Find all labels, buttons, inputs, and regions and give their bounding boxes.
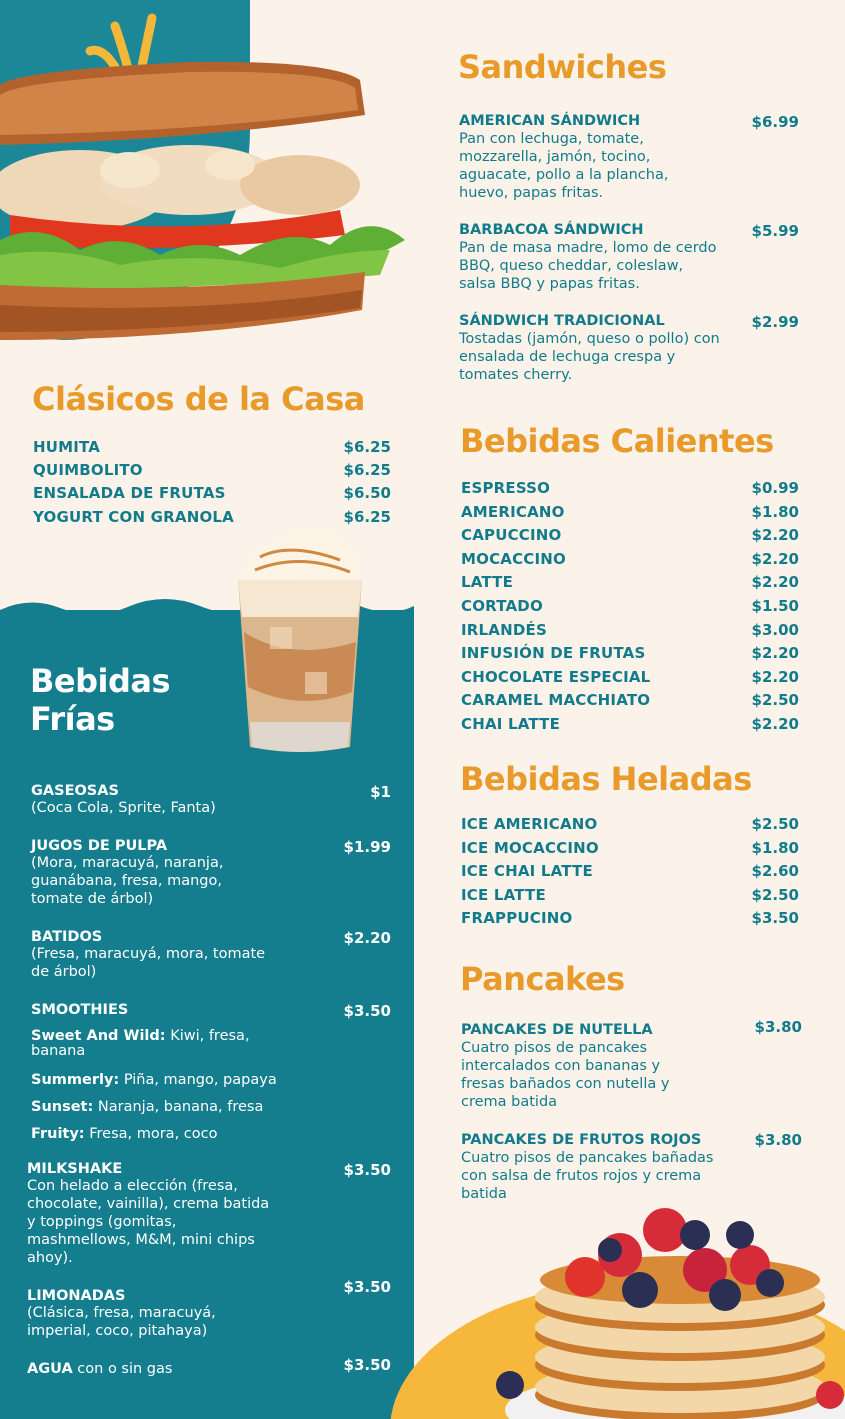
item-name: IRLANDÉS [461,620,547,639]
menu-item[interactable] [461,621,799,639]
item-name: AGUA [27,1361,73,1377]
item-price: $2.99 [751,313,799,331]
menu-item[interactable] [461,668,799,686]
item-desc: Con helado a elección (fresa, chocolate, vainilla), crema batida y toppings (gomitas, mashmellows, M&M, mini chips ahoy). [27,1178,270,1266]
item-price: $6.25 [343,438,391,456]
menu-item[interactable] [459,113,799,202]
smoothie-option [31,1029,261,1059]
item-price: $3.00 [751,620,799,639]
item-price: $6.99 [751,113,799,131]
item-desc: Tostadas (jamón, queso o pollo) con ensalada de lechuga crespa y tomates cherry. [459,331,720,383]
item-name: QUIMBOLITO [33,461,143,479]
smoothie-option [31,1071,391,1089]
frias-title [30,662,170,738]
item-price: $0.99 [751,479,799,497]
item-price: $2.20 [751,644,799,663]
item-price: $1 [370,783,391,801]
item-name: ICE AMERICANO [461,815,598,833]
menu-item[interactable] [459,222,799,293]
item-price: $6.25 [343,461,391,479]
menu-item[interactable] [461,1132,802,1203]
item-price: $2.50 [751,815,799,833]
item-name: CARAMEL MACCHIATO [461,691,651,710]
item-price: $1.99 [343,838,391,856]
item-price: $6.50 [343,484,391,502]
menu-item[interactable] [461,862,799,880]
menu-item[interactable] [461,909,799,927]
item-name: FRAPPUCINO [461,909,573,928]
item-price: $1.80 [751,502,799,521]
item-name: ICE MOCACCINO [461,838,599,857]
menu-item[interactable] [33,484,391,502]
item-name: AMERICANO [461,502,565,521]
calientes-title: Bebidas Calientes [460,422,774,460]
menu-item[interactable] [461,597,799,615]
smoothie-label: Summerly: [31,1072,120,1088]
item-desc: Cuatro pisos de pancakes bañadas con salsa de frutos rojos y crema batida [461,1150,714,1202]
item-price: $3.80 [754,1018,802,1036]
item-name: AMERICAN SÁNDWICH [459,113,641,129]
item-price: $3.50 [343,1356,391,1374]
menu-item-jugos[interactable] [31,838,391,908]
item-price: $3.80 [754,1131,802,1149]
item-price: $3.50 [343,1002,391,1020]
clasicos-title: Clásicos de la Casa [32,380,365,418]
item-price: $2.20 [751,549,799,568]
menu-item[interactable] [459,313,799,384]
item-name: MILKSHAKE [27,1161,123,1177]
menu-item[interactable] [461,815,799,833]
menu-item[interactable] [461,1018,802,1111]
item-desc: (Clásica, fresa, maracuyá, imperial, coco, pitahaya) [27,1305,216,1339]
smoothie-option [31,1098,391,1116]
smoothie-label: Sunset: [31,1099,94,1115]
item-desc: (Coca Cola, Sprite, Fanta) [31,800,216,816]
menu-item[interactable] [461,479,799,497]
item-name: MOCACCINO [461,549,566,568]
menu-item[interactable] [461,691,799,709]
item-price: $6.25 [343,508,391,526]
menu-item-batidos[interactable] [31,929,391,981]
item-price: $3.50 [343,1161,391,1179]
item-name: HUMITA [33,438,101,456]
item-name: ESPRESSO [461,479,551,497]
item-price: $2.20 [751,526,799,545]
item-name: PANCAKES DE NUTELLA [461,1022,653,1038]
menu-item[interactable] [461,550,799,568]
item-name: YOGURT CON GRANOLA [33,508,234,526]
item-name: PANCAKES DE FRUTOS ROJOS [461,1132,702,1148]
menu-item[interactable] [461,644,799,662]
item-desc: (Mora, maracuyá, naranja, guanábana, fresa, mango, tomate de árbol) [31,855,224,907]
smoothie-text: Naranja, banana, fresa [97,1099,264,1115]
menu-item-agua[interactable] [27,1356,391,1378]
menu-item-gaseosas[interactable] [31,783,391,817]
item-price: $2.50 [751,885,799,904]
smoothie-text: Piña, mango, papaya [123,1072,277,1088]
item-name: GASEOSAS [31,783,119,799]
smoothie-label: Sweet And Wild: [31,1028,166,1044]
item-name: BATIDOS [31,929,103,945]
item-name: CAPUCCINO [461,526,562,545]
item-name: CHOCOLATE ESPECIAL [461,667,651,686]
item-price: $1.80 [751,838,799,857]
item-price: $2.50 [751,691,799,710]
item-desc: (Fresa, maracuyá, mora, tomate de árbol) [31,946,266,980]
item-desc: Pan de masa madre, lomo de cerdo BBQ, queso cheddar, coleslaw, salsa BBQ y papas fritas. [459,240,717,292]
item-desc: Cuatro pisos de pancakes intercalados con bananas y fresas bañados con nutella y crema batida [461,1040,670,1110]
item-price: $5.99 [751,222,799,240]
item-name: ICE LATTE [461,885,546,904]
smoothie-text: Fresa, mora, coco [89,1126,218,1142]
item-price: $3.50 [343,1278,391,1296]
menu-item-smoothies[interactable] [31,1002,391,1143]
item-name: CHAI LATTE [461,715,561,733]
item-name: LATTE [461,573,514,592]
item-name: SMOOTHIES [31,1002,129,1018]
item-desc: con o sin gas [77,1361,173,1377]
item-price: $2.60 [751,862,799,881]
menu-item[interactable] [461,573,799,591]
frias-title-line1: Bebidas [30,662,171,700]
sandwiches-title: Sandwiches [458,48,667,86]
pancakes-title: Pancakes [460,960,625,998]
item-price: $1.50 [751,597,799,615]
item-name: ICE CHAI LATTE [461,862,593,881]
smoothie-label: Fruity: [31,1126,85,1142]
heladas-title: Bebidas Heladas [460,760,752,798]
menu-item[interactable] [461,526,799,544]
iced-coffee-image [230,522,370,757]
menu-item[interactable] [461,839,799,857]
menu-item[interactable] [461,715,799,733]
item-price: $2.20 [751,667,799,686]
menu-item[interactable] [461,503,799,521]
pancakes-image [490,1195,845,1419]
item-name: LIMONADAS [27,1288,126,1304]
sandwich-image [0,40,410,340]
item-price: $2.20 [751,715,799,733]
frias-title-line2: Frías [30,700,115,738]
item-name: CORTADO [461,597,543,615]
item-price: $3.50 [751,909,799,928]
item-price: $2.20 [343,929,391,947]
item-name: SÁNDWICH TRADICIONAL [459,313,665,329]
item-name: BARBACOA SÁNDWICH [459,222,644,238]
item-price: $2.20 [751,573,799,592]
smoothie-option [31,1125,391,1143]
smoothie-text: Kiwi, fresa, banana [31,1028,250,1059]
item-desc: Pan con lechuga, tomate, mozzarella, jamón, tocino, aguacate, pollo a la plancha, huevo, papas fritas. [459,131,669,201]
menu-item[interactable] [461,886,799,904]
menu-item[interactable] [33,438,391,456]
menu-item-milkshake[interactable] [27,1161,391,1267]
item-name: INFUSIÓN DE FRUTAS [461,644,646,663]
item-name: ENSALADA DE FRUTAS [33,484,226,502]
item-name: JUGOS DE PULPA [31,838,168,854]
menu-item[interactable] [33,461,391,479]
menu-item-limonadas[interactable] [27,1278,391,1340]
